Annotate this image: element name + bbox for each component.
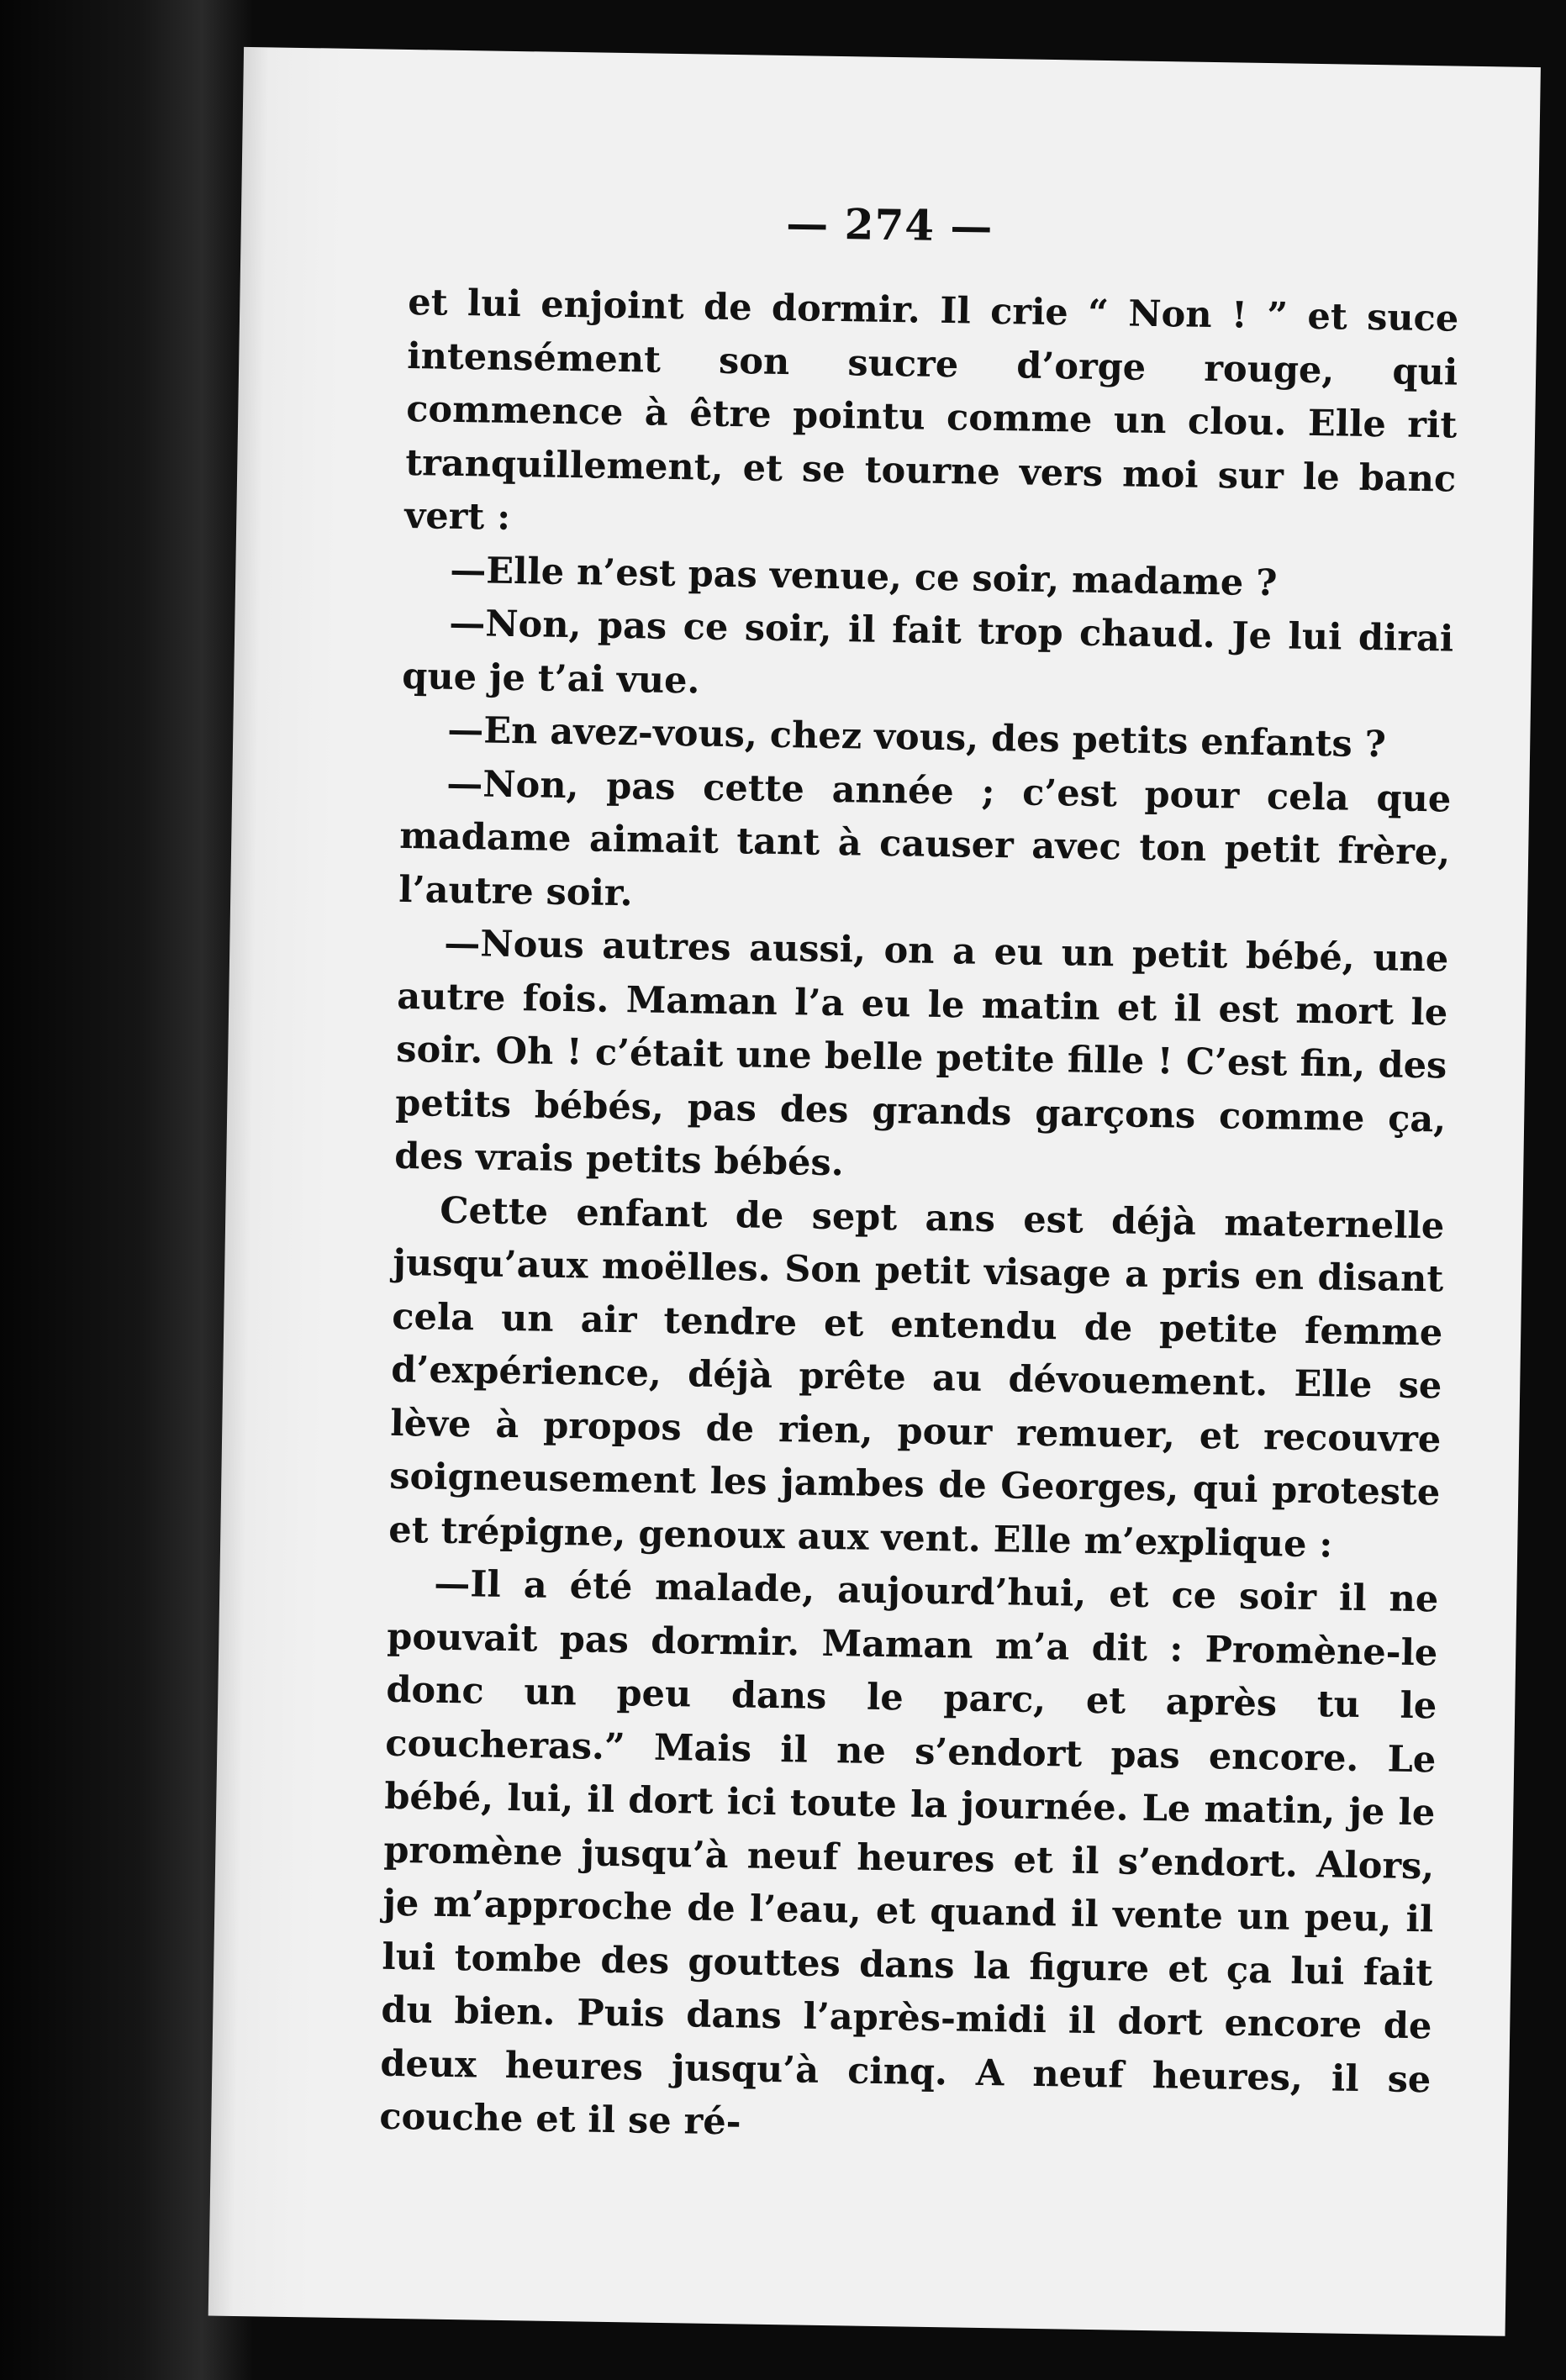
paragraph: —Il a été malade, aujourd’hui, et ce soir il ne pouvait pas dormir. Maman m’a dit : Promène-le donc un peu dans le parc, et après tu le coucheras.” Mais il ne s’endort pas encore. Le bébé, lui, il dort ici toute la journée. Le matin, je le promène jusqu’à neuf heures et il s’endort. Alors, je m’approche de l’eau, et quand il vente un peu, il lui tombe des gouttes dans la figure et ça lui fait du bien. Puis dans l’après-midi il dort encore de deux heures jusqu’à cinq. A neuf heures, il se couche et il se ré- [379, 1562, 1439, 2144]
paragraph: —Non, pas cette année ; c’est pour cela que madame aimait tant à causer avec ton petit frère, l’autre soir. [398, 762, 1452, 914]
paragraph: —Elle n’est pas venue, ce soir, madame ? [449, 549, 1278, 604]
paragraph: —En avez-vous, chez vous, des petits enfants ? [446, 708, 1387, 766]
page-number: — 274 — [785, 198, 994, 251]
paragraph: Cette enfant de sept ans est déjà maternelle jusqu’aux moëlles. Son petit visage a pris en disant cela un air tendre et entendu de petite femme d’expérience, déjà prête au dévouement. Elle se lève à propos de rien, pour remuer, et recouvre soigneusement les jambes de Georges, qui proteste et trépigne, genoux aux vent. Elle m’explique : [388, 1189, 1445, 1566]
paragraph: —Nous autres aussi, on a eu un petit bébé, une autre fois. Maman l’a eu le matin et il est mort le soir. Oh ! c’était une belle petite fille ! C’est fin, des petits bébés, pas des grands garçons comme ça, des vrais petits bébés. [393, 922, 1449, 1185]
book-page [208, 47, 1541, 2336]
paragraph: et lui enjoint de dormir. Il crie “ Non ! ” et suce intensément son sucre d’orge rouge, qui commence à être pointu comme un clou. Elle rit tranquillement, et se tourne vers moi sur le banc vert : [403, 281, 1459, 539]
paragraph: —Non, pas ce soir, il fait trop chaud. Je lui dirai que je t’ai vue. [401, 602, 1454, 702]
page-body-text [379, 276, 1459, 2161]
